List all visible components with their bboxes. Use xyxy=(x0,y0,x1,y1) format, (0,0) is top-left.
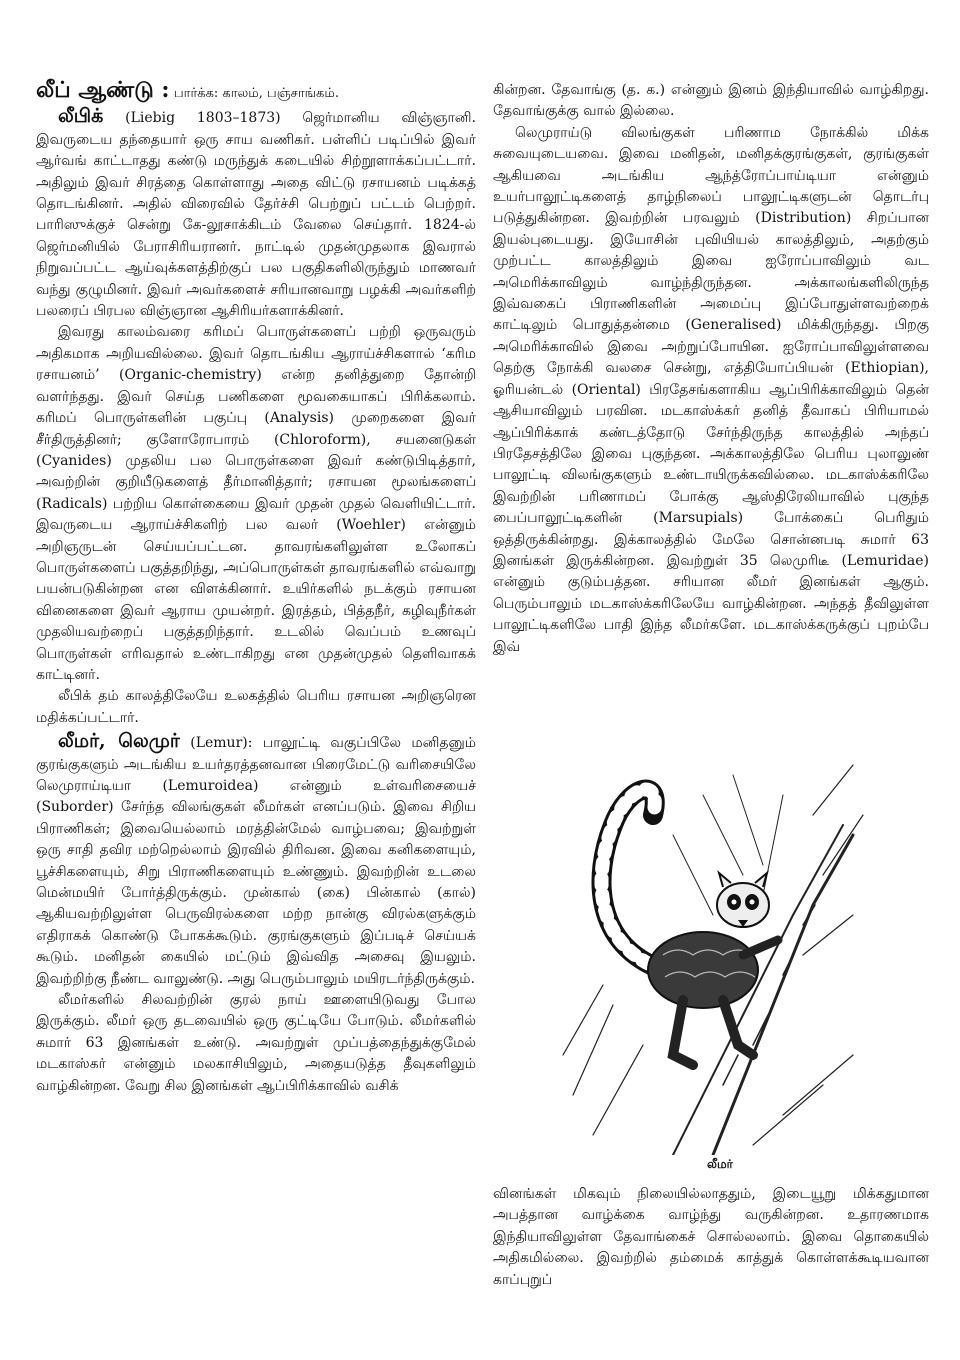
liebig-paragraph-3: லீபிக் தம் காலத்திலேயே உலகத்தில் பெரிய ரசாயன அறிஞரென மதிக்கப்பட்டார். xyxy=(36,688,476,726)
right-column xyxy=(493,80,929,658)
entry-leap-year xyxy=(36,77,476,104)
headword-leap-year: லீப் ஆண்டு : xyxy=(36,77,170,103)
right-column-paragraph-2: லெமுராய்டு விலங்குகள் பரிணாம நோக்கில் மிக்க சுவையுடையவை. இவை மனிதன், மனிதக்குரங்குகள், குரங்குகள் ஆகியவை அடங்கிய ஆந்த்ரோப்பாய்டியா என்னும் உயர்பாலூட்டிகளைத் தாழ்நிலைப் பாலூட்டிகளுடன் தொடர்பு படுத்துகின்றன. இவற்றின் பரவலும் (Distribution) சிறப்பான இயல்புடையது. இயோசின் புவியியல் காலத்திலும், அதற்கும் முற்பட்ட காலத்திலும் இவை ஐரோப்பாவிலும் வட அமெரிக்காவிலும் வாழ்ந்திருந்தன. அக்காலங்களிலிருந்த இவ்வகைப் பிராணிகளின் அமைப்பு இப்போதுள்ளவற்றைக் காட்டிலும் பொதுத்தன்மை (Generalised) மிக்கிருந்தது. பிறகு அமெரிக்காவில் இவை அற்றுப்போயின. ஐரோப்பாவிலுள்ளவை தெற்கு நோக்கி வலசை சென்று, எத்தியோப்பியன் (Ethiopian), ஓரியன்டல் (Oriental) பிரதேசங்களாகிய ஆப்பிரிக்காவிலும் தென் ஆசியாவிலும் பரவின. மடகாஸ்க்கர் தனித் தீவாகப் பிரியாமல் ஆப்பிரிக்காக் கண்டத்தோடு சேர்ந்திருந்த காலத்தில் அந்தப் பிரதேசத்திலே இவை புகுந்தன. அக்காலத்திலே பெரிய புலாலுண் பாலூட்டி விலங்குகளும் உண்டாயிருக்கவில்லை. மடகாஸ்க்கரிலே இவற்றின் பரிணாமப் போக்கு ஆஸ்திரேலியாவில் புகுந்த பைப்பாலூட்டிகளின் (Marsupials) போக்கைப் பெரிதும் ஒத்திருக்கின்றது. இக்காலத்தில் மேலே சொன்னபடி சுமார் 63 இனங்கள் இருக்கின்றன. இவற்றுள் 35 லெமுரிடீ (Lemuridae) என்னும் குடும்பத்தன. சரியான லீமர் இனங்கள் ஆகும். பெரும்பாலும் மடகாஸ்க்கரிலேயே வாழ்கின்றன. அந்தத் தீவிலுள்ள பாலூட்டிகளிலே பாதி இந்த லீமர்களே. மடகாஸ்க்கருக்குப் புறம்பே இவ் xyxy=(493,124,929,655)
lemur-text: (Lemur): பாலூட்டி வகுப்பிலே மனிதனும் குரங்குகளும் அடங்கிய உயர்தரத்தனவான பிரைமேட்டு வரிசையிலே லெமுராய்டியா (Lemuroidea) என்னும் உள்வரிசையைச் (Suborder) சேர்ந்த விலங்குகள் லீமர்கள் எனப்படும். இவை சிறிய பிராணிகள்; இவையெல்லாம் மரத்தின்மேல் வாழ்பவை; இவற்றுள் ஒரு சாதி தவிர மற்றெல்லாம் இரவில் திரிவன. இவை கனிகளையும், பூச்சிகளையும், சிறு பிராணிகளையும் உண்ணும். இவற்றின் உடலை மென்மயிர் போர்த்திருக்கும். முன்கால் (கை) பின்கால் (கால்) ஆகியவற்றிலுள்ள பெருவிரல்களை மற்ற நான்கு விரல்களுக்கும் எதிராகக் கொண்டு போகக்கூடும். குரங்குகளும் இப்படிச் செய்யக் கூடும். மனிதன் கையில் மட்டும் இவ்வித அசைவு இயலும். இவற்றிற்கு நீண்ட வாலுண்டு. அது பெரும்பாலும் மயிரடர்ந்திருக்கும். xyxy=(36,735,477,987)
liebig-paragraph-2: இவரது காலம்வரை கரிமப் பொருள்களைப் பற்றி ஒருவரும் அதிகமாக அறியவில்லை. இவர் தொடங்கிய ஆராய்ச்சிகளால் ‘கரிம ரசாயனம்’ (Organic-chemistry) என்ற தனித்துறை தோன்றி வளர்ந்தது. இவர் செய்த பணிகளை மூவகையாகப் பிரிக்கலாம். கரிமப் பொருள்களின் பகுப்பு (Analysis) முறைகளை இவர் சீர்திருத்தினர்; குளோரோபாரம் (Chloroform), சயனைடுகள் (Cyanides) முதலிய பல பொருள்களை இவர் கண்டுபிடித்தார், அவற்றின் குறியீடுகளைத் தீர்மானித்தார்; ரசாயன மூலங்களைப் (Radicals) பற்றிய கொள்கையை இவர் முதன் முதல் வெளியிட்டார். இவருடைய ஆராய்ச்சிகளிற் பல வலர் (Woehler) என்னும் அறிஞருடன் செய்யப்பட்டன. தாவரங்களிலுள்ள உலோகப் பொருள்களைப் பகுத்தறிந்து, அப்பொருள்கள் தாவரங்களில் எவ்வாறு பயன்படுகின்றன என விளக்கினார். உயிர்களில் நடக்கும் ரசாயன வினைகளை இவர் ஆராய முயன்றர். இரத்தம், பித்தநீர், கழிவுநீர்கள் முதலியவற்றைப் பகுத்தறிந்தார். உடலில் வெப்பம் உணவுப் பொருள்கள் எரிவதால் உண்டாகிறது என முதன்முதல் தெளிவாகக் காட்டினர். xyxy=(36,324,476,683)
headword-liebig: லீபிக் xyxy=(58,105,104,128)
figure-caption: லீமர் xyxy=(707,1157,733,1171)
lemur-illustration xyxy=(553,755,873,1155)
liebig-text: (Liebig 1803–1873) ஜெர்மானிய விஞ்ஞானி. இவருடைய தந்தையார் ஒரு சாய வணிகர். பள்ளிப் படிப்பில் இவர் ஆர்வங் காட்டாதது கண்டு மருந்துக் கடையில் சிற்றூளாக்கப்பட்டார். அதிலும் இவர் சிரத்தை கொள்ளாது அதை விட்டு ரசாயனம் படிக்கத் தொடங்கினர். அதில் விரைவில் தேர்ச்சி பெற்றுப் பட்டம் பெற்றர். பாரிஸுக்குச் சென்று கே-லூசாக்கிடம் வேலை செய்தார். 1824-ல் ஜெர்மனியில் பேராசிரியரானர். நாட்டில் முதன்முதலாக இவரால் நிறுவப்பட்ட ஆய்வுக்களத்திற்குப் பல பகுதிகளிலிருந்தும் மாணவர் வந்து குழுமினர். இவர் அவர்களைச் சரியானவாறு பழக்கி அவர்களிற் பலரைப் பிரபல விஞ்ஞான ஆசிரியர்களாக்கினர். xyxy=(36,110,477,320)
headword-lemur: லீமர், லெமுர் xyxy=(58,730,180,753)
entry-liebig xyxy=(36,106,476,322)
see-also-text: பார்க்க: காலம், பஞ்சாங்கம். xyxy=(174,86,339,101)
entry-lemur xyxy=(36,731,476,990)
lemur-paragraph-2: லீமர்களில் சிலவற்றின் குரல் நாய் ஊளையிடுவது போல இருக்கும். லீமர் ஒரு தடவையில் ஒரு குட்டியே போடும். லீமர்களில் சுமார் 63 இனங்கள் உண்டு. அவற்றுள் முப்பத்தைந்துக்குமேல் மடகாஸ்கர் என்னும் மலகாசியிலும், அதையடுத்த தீவுகளிலும் வாழ்கின்றன. வேறு சில இனங்கள் ஆப்பிரிக்காவில் வசிக் xyxy=(36,992,476,1094)
left-column xyxy=(36,77,477,1097)
right-column-continuation: கின்றன. தேவாங்கு (த. க.) என்னும் இனம் இந்தியாவில் வாழ்கிறது. தேவாங்குக்கு வால் இல்லை. xyxy=(493,82,929,120)
right-column-bottom-text: வினங்கள் மிகவும் நிலையில்லாததும், இடையூறு மிக்கதுமான அபத்தான வாழ்க்கை வாழ்ந்து வருகின்றன. உதாரணமாக இந்தியாவிலுள்ள தேவாங்கைச் சொல்லலாம். இவை தொகையில் அதிகமில்லை. இவற்றில் தம்மைக் காத்துக் கொள்ளக்கூடியவான காப்புறுப் xyxy=(493,1186,929,1288)
right-column-bottom xyxy=(493,1184,929,1291)
